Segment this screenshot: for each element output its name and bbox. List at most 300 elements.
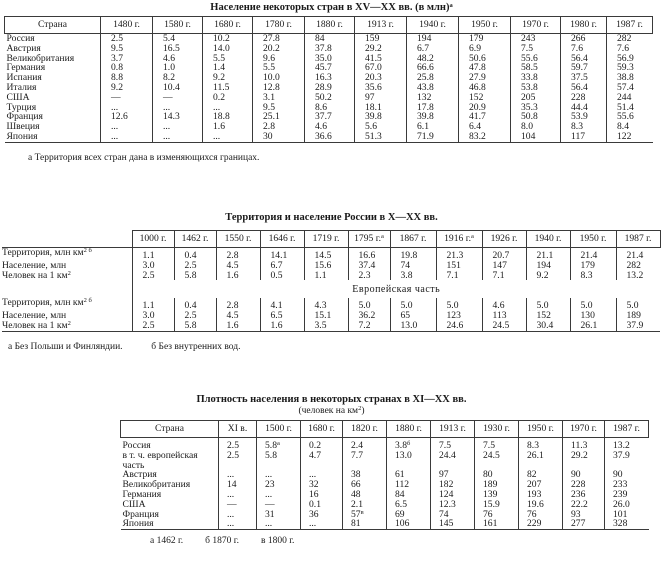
table-cell [431,461,475,471]
table-cell [475,500,519,510]
cell-text: 12.3 [439,498,456,510]
column-header: 1930 г. [475,421,519,438]
table-cell [387,451,431,461]
table-cell: 8.0 [511,122,561,132]
cell-text: 2.1 [351,498,363,510]
column-header: 1680 г. [301,421,343,438]
cell-text: 31 [265,508,275,520]
table-cell: 37.9 [616,321,660,331]
table-cell: 5.4 [153,34,203,44]
table-cell [563,438,605,451]
cell-text: 161 [483,518,498,530]
table-cell: 9.6 [253,54,305,64]
table-cell: 83.2 [459,132,511,142]
cell-text: 81 [351,518,361,530]
table-cell: 39.8 [407,112,459,122]
table-cell: 8.8 [101,73,153,83]
table-cell: 0.4 [174,248,216,261]
cell-text: 2.5 [227,449,239,461]
column-header [2,231,132,248]
table-cell: 16.5 [153,44,203,54]
column-header [436,231,482,248]
column-header-text: 1000 г. [139,233,167,245]
table-cell: 21.4 [570,248,616,261]
table-cell: 4.3 [304,298,348,311]
table-cell [257,490,301,500]
table-cell: 6.1 [407,122,459,132]
footnote-mark: 2 б [83,247,92,254]
table-cell: 74 [390,261,436,271]
table-cell: 15.1 [304,311,348,321]
cell-text: ... [265,488,273,500]
table-row [5,112,653,122]
table2-footnote-b: б Без внутренних вод. [151,341,241,352]
row-label-text: Территория, млн км [2,297,84,309]
table-cell [519,438,563,451]
table-cell: 6.4 [459,122,511,132]
table-cell: 37.4 [348,261,390,271]
table-cell: 179 [570,261,616,271]
table-cell [563,461,605,471]
table-cell: 7.1 [436,271,482,281]
table-cell: 30 [253,132,305,142]
cell-text: 101 [613,508,628,520]
table2-section [0,212,663,352]
table-cell: 30.4 [526,321,570,331]
table-cell: 47.8 [459,63,511,73]
column-header: 1950 г. [459,17,511,34]
column-header-text: 1646 г. [268,233,296,245]
table-cell: 14.5 [304,248,348,261]
table-row [2,298,660,311]
table-cell [387,461,431,471]
table-cell [219,519,257,529]
subsection-row [2,280,660,298]
cell-text: ... [227,469,235,481]
table-cell [387,480,431,490]
table-cell [431,519,475,529]
table3-footnotes [150,536,663,546]
table-cell: 282 [616,261,660,271]
cell-text: 193 [527,488,542,500]
table-cell [387,438,431,451]
table-cell: 0.8 [101,63,153,73]
column-header [390,231,436,248]
cell-text: 84 [395,488,405,500]
table-cell [219,490,257,500]
column-header-text: 1916 г. [444,233,471,245]
table-cell: 50.6 [459,54,511,64]
table-cell: 51.4 [607,103,653,113]
table-cell: 151 [436,261,482,271]
row-label-text: Территория, млн км [2,247,84,258]
column-header: Страна [121,421,219,438]
table-cell: 5.5 [253,63,305,73]
table3-footnote: а 1462 г. [150,536,184,547]
row-label: Франция [6,111,43,123]
cell-text: 26.0 [613,498,630,510]
table-cell: 4.5 [216,311,260,321]
table3-footnote: б 1870 г. [205,536,239,547]
table-cell: 3.0 [132,311,174,321]
column-header [260,231,304,248]
table-cell: 2.5 [174,261,216,271]
column-header: 1980 г. [561,17,607,34]
cell-text: 277 [571,518,586,530]
table-cell [563,500,605,510]
table-cell: 2.8 [253,122,305,132]
table-row [121,500,649,510]
table-cell: 65 [390,311,436,321]
table-cell: 46.8 [459,83,511,93]
table-cell [301,451,343,461]
column-header: 1970 г. [511,17,561,34]
cell-text: 11.3 [571,440,588,451]
row-label: Австрия [6,42,41,54]
row-label-text: Человек на 1 км [2,319,68,331]
column-header [570,231,616,248]
table-cell: 3.7 [101,54,153,64]
table-cell: 194 [407,34,459,44]
column-header: 1940 г. [407,17,459,34]
table-cell: 6.9 [459,44,511,54]
table-cell: ... [101,103,153,113]
cell-text: Россия [122,440,151,451]
table-cell: 9.2 [203,73,253,83]
column-header [216,231,260,248]
table-cell [475,451,519,461]
table-cell [519,500,563,510]
table-row [5,93,653,103]
table2 [2,230,661,332]
cell-text: 93 [571,508,581,520]
table-cell: ... [203,103,253,113]
table-cell: 51.3 [355,132,407,142]
column-header: 1913 г. [431,421,475,438]
cell-text: Австрия [122,469,157,481]
cell-text: — [265,498,275,510]
table-cell: 0.2 [203,93,253,103]
cell-text: 3.8 [395,440,407,451]
footnote-mark: а [470,233,474,241]
table-row [2,321,660,331]
table3-footnote: в 1800 г. [260,536,295,547]
cell-text: 124 [439,488,454,500]
cell-text: 15.9 [483,498,500,510]
column-header-text: 1550 г. [224,233,252,245]
table-cell: 2.5 [132,321,174,331]
cell-text: 2.4 [351,440,363,451]
table-cell [301,510,343,520]
cell-text: 228 [571,479,586,491]
table-cell [387,500,431,510]
table-cell: 57.4 [607,83,653,93]
footnote-mark: в [360,508,364,516]
row-label: Швеция [6,121,40,133]
table-cell: 84 [305,34,355,44]
column-header: 1950 г. [519,421,563,438]
cell-text: 24.5 [483,449,500,461]
table-cell: 1.1 [304,271,348,281]
cell-text: 90 [571,469,581,481]
table-row [121,510,649,520]
cell-text: 90 [613,469,623,481]
table-cell: 18.8 [203,112,253,122]
table-cell: 28.9 [305,83,355,93]
table-row [121,490,649,500]
column-header: 1680 г. [203,17,253,34]
cell-text: 82 [527,469,537,481]
table-cell: 132 [407,93,459,103]
table-cell: 59.3 [607,63,653,73]
table-cell [387,519,431,529]
cell-text: 229 [527,518,542,530]
cell-text: 80 [483,469,493,481]
table-cell: 159 [355,34,407,44]
cell-text: ... [309,469,317,481]
table-cell [475,519,519,529]
table-cell: 8.3 [570,271,616,281]
table-cell: 35.3 [511,103,561,113]
table-cell: 16.3 [305,73,355,83]
table-cell [475,461,519,471]
table-cell: 4.1 [260,298,304,311]
table-cell: 117 [561,132,607,142]
table-cell: 8.6 [305,103,355,113]
cell-text: 8.3 [527,440,539,451]
column-header-text: 1462 г. [181,233,209,245]
table-cell: 20.3 [355,73,407,83]
column-header: 1780 г. [253,17,305,34]
cell-text: 14 [227,479,237,491]
table-cell [343,470,387,480]
cell-text: 48 [351,488,361,500]
footnote-mark: 2 [67,319,71,327]
table-row [2,271,660,281]
table-cell: 35.6 [355,83,407,93]
table-cell: 41.7 [459,112,511,122]
row-label [121,438,219,451]
table-cell: ... [101,132,153,142]
table1-section [0,2,663,163]
cell-text: ... [265,518,273,530]
table-cell [301,461,343,471]
cell-text: 5.8 [265,449,277,461]
table-cell [219,438,257,451]
table-cell: 27.9 [459,73,511,83]
table-cell: 59.7 [561,63,607,73]
footnote-mark: 2 [67,269,71,277]
cell-text: 69 [395,508,405,520]
table-cell [301,500,343,510]
table-cell: 5.0 [436,298,482,311]
table-cell: 38.8 [607,73,653,83]
table-cell: 14.1 [260,248,304,261]
table-cell: 104 [511,132,561,142]
table-cell: 2.3 [348,271,390,281]
cell-text: 145 [439,518,454,530]
table-cell: 56.4 [561,54,607,64]
table-cell: 37.5 [561,73,607,83]
cell-text: 207 [527,479,542,491]
row-label-text: Население, млн [2,259,67,271]
table-cell: 7.6 [561,44,607,54]
column-header: 1480 г. [101,17,153,34]
table-cell: 20.2 [253,44,305,54]
column-header-text: 1795 г. [354,233,381,245]
table-cell: 243 [511,34,561,44]
table-cell: ... [101,122,153,132]
table1-title: Население некоторых стран в XV—XX вв. (в млн)$^а$ [210,2,453,13]
table-cell: 15.6 [304,261,348,271]
row-label-text: Население, млн [2,309,67,321]
cell-text: 32 [309,479,319,491]
table-cell: 189 [616,311,660,321]
table-cell: 130 [570,311,616,321]
table-cell: 113 [482,311,526,321]
table-cell: 6.7 [407,44,459,54]
cell-text: 13.0 [395,449,412,461]
cell-text: 6.5 [395,498,407,510]
cell-text: ... [227,508,235,520]
table-cell: 14.3 [153,112,203,122]
row-label [2,321,132,331]
table-cell: 1.1 [132,298,174,311]
table-cell: 21.4 [616,248,660,261]
column-header: 1880 г. [305,17,355,34]
table-cell: 1.6 [260,321,304,331]
table-cell [2,280,132,298]
table-cell: 6.5 [260,311,304,321]
table-row [5,132,653,142]
table-cell: 4.5 [216,261,260,271]
cell-text: 36 [309,508,319,520]
cell-text: 7.5 [439,440,451,451]
table-cell: 44.4 [561,103,607,113]
table-cell: 2.8 [216,248,260,261]
row-label: Италия [6,81,37,93]
table-cell: 5.0 [390,298,436,311]
column-header-text: 1950 г. [579,233,607,245]
table-cell: 35.0 [305,54,355,64]
table3 [120,420,649,530]
table-cell: 55.6 [607,112,653,122]
table-cell [605,438,649,451]
table1 [4,16,653,143]
cell-text: 236 [571,488,586,500]
table-cell: 179 [459,34,511,44]
table-cell: 12.6 [101,112,153,122]
table-cell [343,451,387,461]
cell-text: 38 [351,469,361,481]
column-header [526,231,570,248]
table-cell [343,490,387,500]
table-cell: 56.4 [561,83,607,93]
table-cell: 58.5 [511,63,561,73]
table-row [2,261,660,271]
row-label [2,271,132,281]
cell-text: 61 [395,469,405,481]
table-cell: 11.5 [203,83,253,93]
table-cell: ... [153,132,203,142]
table-cell: 41.5 [355,54,407,64]
table-cell [605,519,649,529]
column-header-text: 1987 г. [624,233,652,245]
cell-text: 13.2 [613,440,630,451]
cell-text: 37.9 [613,449,630,461]
table-cell: 244 [607,93,653,103]
table-cell: 29.2 [355,44,407,54]
cell-text: 66 [351,479,361,491]
table-cell [343,510,387,520]
table-cell [519,519,563,529]
cell-text: Япония [122,518,154,530]
table-cell: 66.6 [407,63,459,73]
column-header: Страна [5,17,101,34]
footnote-mark: 2 б [83,297,92,305]
column-header [616,231,660,248]
table-cell: 10.2 [203,34,253,44]
cell-text: 5.8 [265,440,277,451]
table-cell: ... [153,122,203,132]
cell-text: ... [265,469,273,481]
column-header: 1580 г. [153,17,203,34]
table-cell [257,500,301,510]
cell-text: Германия [122,488,162,500]
table-cell: 4.6 [153,54,203,64]
cell-text: — [227,498,237,510]
cell-text: 139 [483,488,498,500]
table-cell [431,451,475,461]
cell-text: 76 [527,508,537,520]
column-header: 1987 г. [605,421,649,438]
table-cell [219,451,257,461]
cell-text: часть [122,459,145,471]
table-cell: ... [153,103,203,113]
table-cell [605,451,649,461]
cell-text: ... [227,518,235,530]
table-cell: 39.8 [355,112,407,122]
table-cell: 3.8 [390,271,436,281]
table-cell: 67.0 [355,63,407,73]
table-cell: 97 [355,93,407,103]
table-cell: 5.8 [174,271,216,281]
table-row [121,519,649,529]
cell-text: 2.5 [227,440,239,451]
table3-subtitle: (человек на $км^2$) [298,405,365,416]
cell-text: 19.6 [527,498,544,510]
cell-text: 57 [351,508,361,520]
row-label: Великобритания [6,52,75,64]
table-cell: 7.6 [607,44,653,54]
table-cell: 0.5 [260,271,304,281]
table-cell [219,470,257,480]
footnote-mark: а [277,440,280,447]
table-cell: 45.7 [305,63,355,73]
footnote-mark: а [380,233,384,241]
table-cell [387,490,431,500]
table-cell: 2.5 [132,271,174,281]
table-cell: 10.0 [253,73,305,83]
table-cell [431,500,475,510]
table-cell: 205 [511,93,561,103]
table-cell: 20.9 [459,103,511,113]
table-cell: 8.2 [153,73,203,83]
cell-text: ... [309,518,317,530]
table-cell: 24.6 [436,321,482,331]
cell-text: 106 [395,518,410,530]
cell-text: 0.2 [309,440,321,451]
